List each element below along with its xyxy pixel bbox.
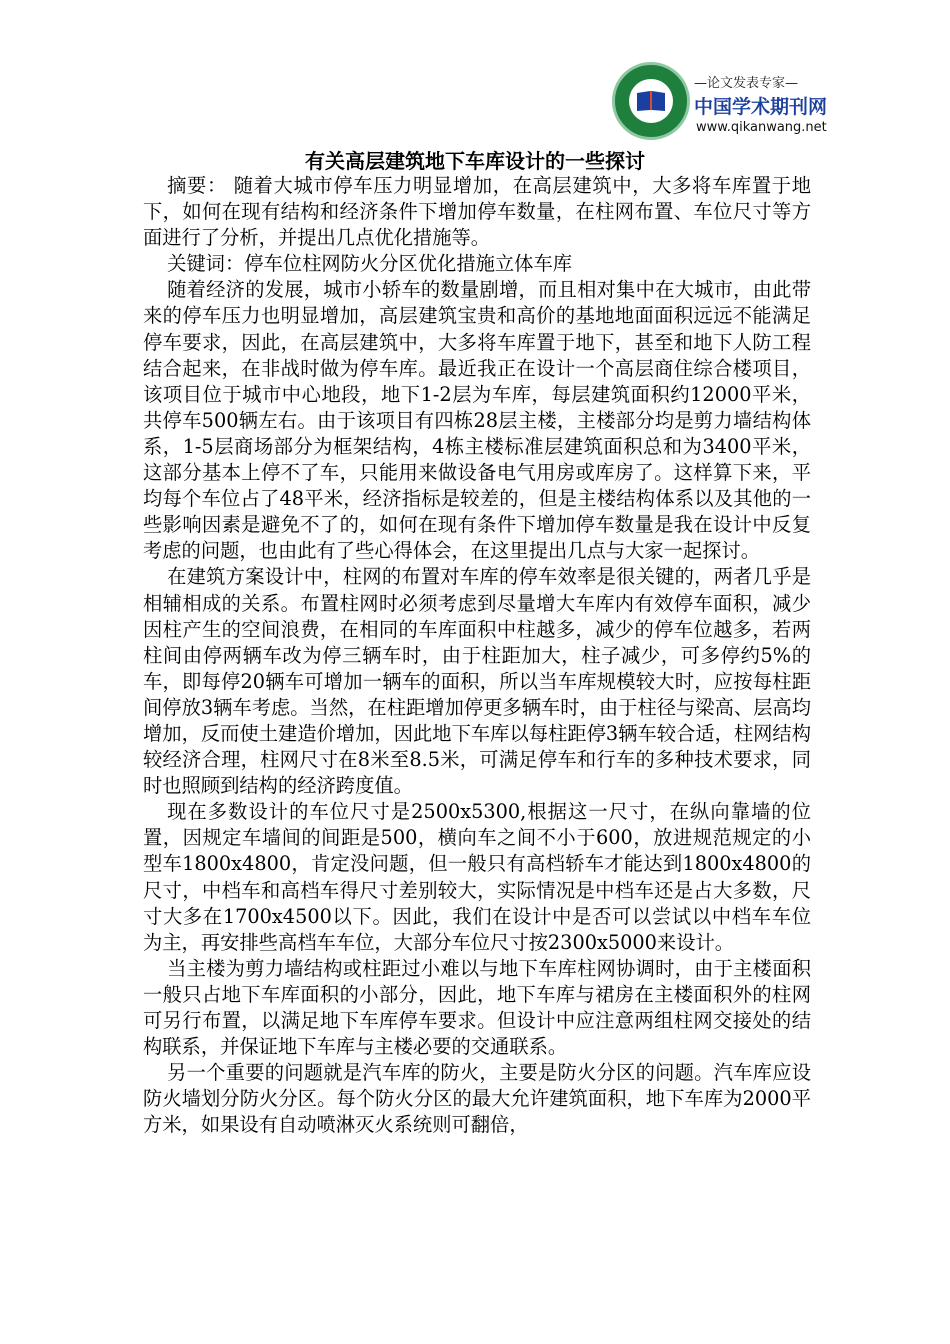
logo-emblem [612, 62, 690, 140]
body-paragraph: 在建筑方案设计中，柱网的布置对车库的停车效率是很关键的，两者几乎是相辅相成的关系。布置柱网时必须考虑到尽量增大车库内有效停车面积，减少因柱产生的空间浪费，在相同的车库面积中柱越多，减少的停车位越多，若两柱间由停两辆车改为停三辆车时，由于柱距加大，柱子减少，可多停约5%的车，即每停20辆车可增加一辆车的面积，所以当车库规模较大时，应按每柱距间停放3辆车考虑。当然，在柱距增加停更多辆车时，由于柱径与梁高、层高均增加，反而使土建造价增加，因此地下车库以每柱距停3辆车较合适，柱网结构较经济合理，柱网尺寸在8米至8.5米，可满足停车和行车的多种技术要求，同时也照顾到结构的经济跨度值。 [143, 565, 811, 798]
body-paragraph: 当主楼为剪力墙结构或柱距过小难以与地下车库柱网协调时，由于主楼面积一般只占地下车库面积的小部分，因此，地下车库与裙房在主楼面积外的柱网可另行布置，以满足地下车库停车要求。但设计中应注意两组柱网交接处的结构联系，并保证地下车库与主楼必要的交通联系。 [143, 956, 811, 1059]
logo-name: 中国学术期刊网 [694, 96, 828, 118]
body-paragraph: 随着经济的发展，城市小轿车的数量剧增，而且相对集中在大城市，由此带来的停车压力也明显增加，高层建筑宝贵和高价的基地地面面积远远不能满足停车要求，因此，在高层建筑中，大多将车库置于地下，甚至和地下人防工程结合起来，在非战时做为停车库。最近我正在设计一个高层商住综合楼项目，该项目位于城市中心地段，地下1-2层为车库，每层建筑面积约12000平米，共停车500辆左右。由于该项目有四栋28层主楼，主楼部分均是剪力墙结构体系，1-5层商场部分为框架结构，4栋主楼标准层建筑面积总和为3400平米，这部分基本上停不了车，只能用来做设备电气用房或库房了。这样算下来，平均每个车位占了48平米，经济指标是较差的，但是主楼结构体系以及其他的一些影响因素是避免不了的，如何在现有条件下增加停车数量是我在设计中反复考虑的问题，也由此有了些心得体会，在这里提出几点与大家一起探讨。 [143, 278, 811, 563]
document-title: 有关高层建筑地下车库设计的一些探讨 [305, 149, 645, 173]
site-logo [612, 60, 828, 148]
body-paragraph: 另一个重要的问题就是汽车库的防火，主要是防火分区的问题。汽车库应设防火墙划分防火分区。每个防火分区的最大允许建筑面积，地下车库为2000平方米，如果设有自动喷淋灭火系统则可翻倍， [143, 1061, 811, 1137]
book-icon [635, 89, 667, 113]
logo-url: www.qikanwang.net [696, 120, 827, 135]
body-paragraph: 现在多数设计的车位尺寸是2500x5300,根据这一尺寸，在纵向靠墙的位置，因规定车墙间的间距是500，横向车之间不小于600，放进规范规定的小型车1800x4800，肯定没问题，但一般只有高档轿车才能达到1800x4800的尺寸，中档车和高档车得尺寸差别较大，实际情况是中档车还是占大多数，尺寸大多在1700x4500以下。因此，我们在设计中是否可以尝试以中档车车位为主，再安排些高档车车位，大部分车位尺寸按2300x5000来设计。 [143, 800, 811, 954]
document-body [143, 173, 811, 1138]
logo-tagline: —论文发表专家— [694, 76, 799, 91]
keywords-paragraph: 关键词：停车位柱网防火分区优化措施立体车库 [167, 252, 573, 276]
abstract-paragraph: 摘要： 随着大城市停车压力明显增加，在高层建筑中，大多将车库置于地下，如何在现有结构和经济条件下增加停车数量，在柱网布置、车位尺寸等方面进行了分析，并提出几点优化措施等。 [143, 174, 811, 250]
